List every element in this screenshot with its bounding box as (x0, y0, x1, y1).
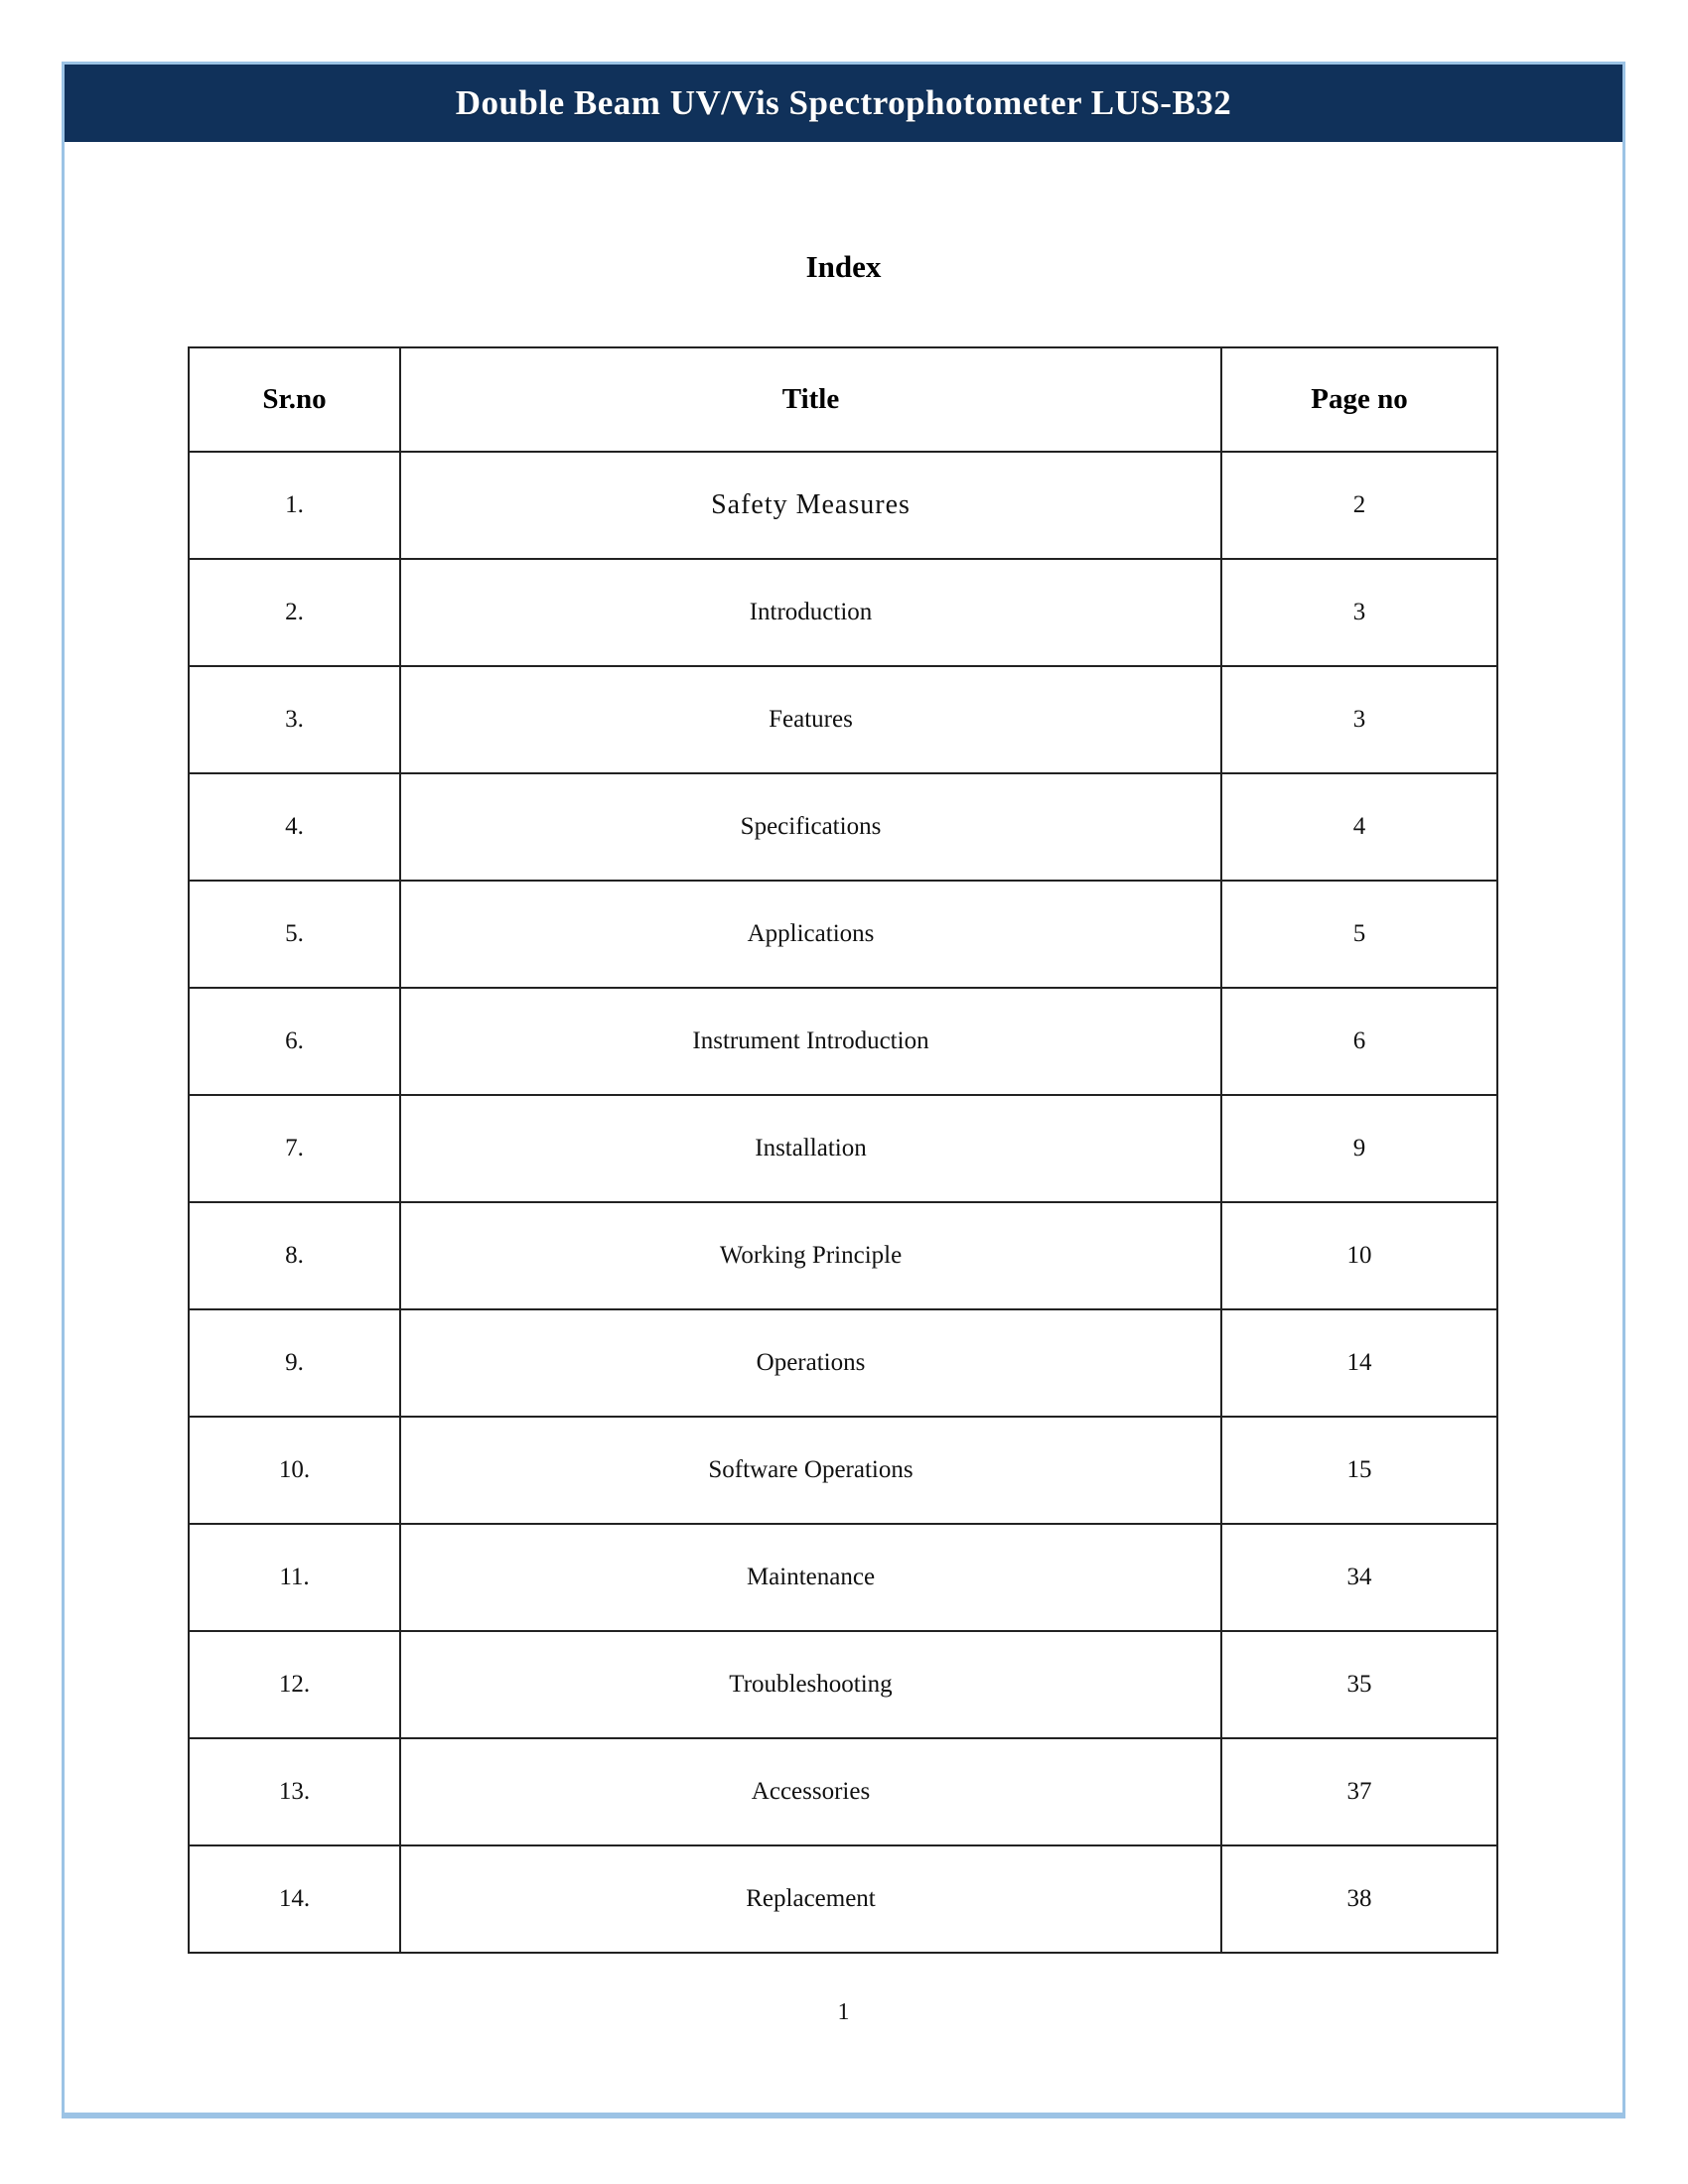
cell-pageno: 5 (1221, 881, 1497, 988)
cell-pageno: 34 (1221, 1524, 1497, 1631)
cell-title: Replacement (400, 1845, 1221, 1953)
table-row (189, 773, 1497, 881)
cell-pageno: 14 (1221, 1309, 1497, 1417)
cell-srno: 11. (189, 1524, 400, 1631)
table-row (189, 1309, 1497, 1417)
table-row (189, 559, 1497, 666)
toc-table-header (189, 347, 1497, 452)
cell-pageno: 15 (1221, 1417, 1497, 1524)
cell-srno: 3. (189, 666, 400, 773)
cell-pageno: 35 (1221, 1631, 1497, 1738)
cell-srno: 2. (189, 559, 400, 666)
table-row (189, 1631, 1497, 1738)
cell-title: Accessories (400, 1738, 1221, 1845)
cell-title: Introduction (400, 559, 1221, 666)
cell-pageno: 4 (1221, 773, 1497, 881)
table-row (189, 988, 1497, 1095)
toc-table (188, 346, 1498, 1954)
index-heading: Index (805, 249, 882, 284)
table-row (189, 1845, 1497, 1953)
cell-srno: 14. (189, 1845, 400, 1953)
cell-pageno: 38 (1221, 1845, 1497, 1953)
header-row (189, 347, 1497, 452)
table-row (189, 666, 1497, 773)
cell-srno: 8. (189, 1202, 400, 1309)
cell-srno: 13. (189, 1738, 400, 1845)
cell-title: Working Principle (400, 1202, 1221, 1309)
table-row (189, 1202, 1497, 1309)
cell-srno: 1. (189, 452, 400, 559)
document-title: Double Beam UV/Vis Spectrophotometer LUS-B32 (455, 83, 1232, 122)
document-header-bar (65, 65, 1622, 142)
table-row (189, 881, 1497, 988)
cell-pageno: 10 (1221, 1202, 1497, 1309)
cell-title: Safety Measures (400, 452, 1221, 559)
cell-title: Operations (400, 1309, 1221, 1417)
table-row (189, 1738, 1497, 1845)
cell-srno: 6. (189, 988, 400, 1095)
cell-srno: 9. (189, 1309, 400, 1417)
column-header-pageno: Page no (1221, 347, 1497, 452)
table-row (189, 452, 1497, 559)
cell-pageno: 37 (1221, 1738, 1497, 1845)
cell-title: Software Operations (400, 1417, 1221, 1524)
table-row (189, 1095, 1497, 1202)
cell-title: Troubleshooting (400, 1631, 1221, 1738)
cell-title: Applications (400, 881, 1221, 988)
table-row (189, 1417, 1497, 1524)
cell-pageno: 3 (1221, 666, 1497, 773)
cell-pageno: 2 (1221, 452, 1497, 559)
column-header-title: Title (400, 347, 1221, 452)
cell-title: Maintenance (400, 1524, 1221, 1631)
page-frame (62, 62, 1625, 2118)
cell-srno: 12. (189, 1631, 400, 1738)
cell-srno: 4. (189, 773, 400, 881)
cell-srno: 10. (189, 1417, 400, 1524)
page-number: 1 (837, 1999, 850, 2025)
cell-title: Specifications (400, 773, 1221, 881)
toc-table-body (189, 452, 1497, 1953)
cell-title: Instrument Introduction (400, 988, 1221, 1095)
cell-title: Features (400, 666, 1221, 773)
cell-srno: 5. (189, 881, 400, 988)
cell-pageno: 3 (1221, 559, 1497, 666)
cell-pageno: 6 (1221, 988, 1497, 1095)
cell-srno: 7. (189, 1095, 400, 1202)
cell-title: Installation (400, 1095, 1221, 1202)
cell-pageno: 9 (1221, 1095, 1497, 1202)
column-header-srno: Sr.no (189, 347, 400, 452)
table-row (189, 1524, 1497, 1631)
